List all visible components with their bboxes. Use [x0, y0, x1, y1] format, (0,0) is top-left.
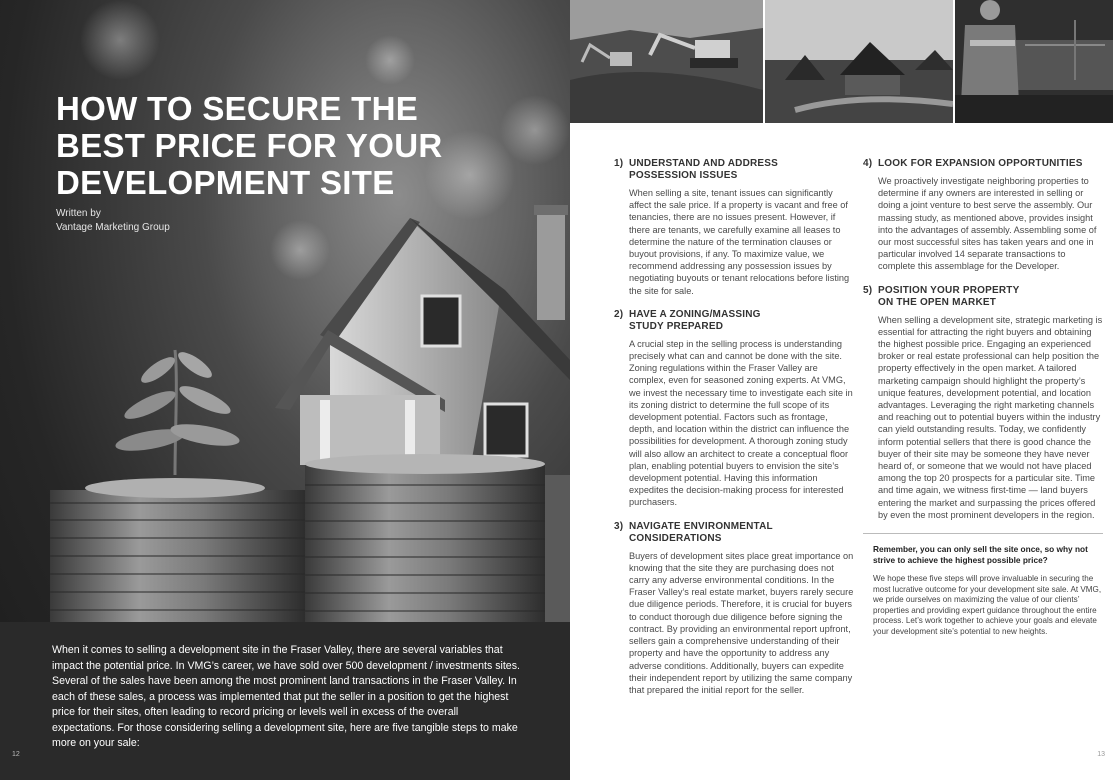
closing-question: Remember, you can only sell the site once, so why not strive to achieve the highest possible price? [873, 544, 1088, 566]
step-1-heading-line-2: POSSESSION ISSUES [629, 170, 738, 181]
step-2-body: A crucial step in the selling process is understanding precisely what can and cannot be done with the site. Zoning regulations within the Fraser Valley are complex, even for seasoned zoning experts. At VMG, we invest the necessary time to investigate each site in its zoning district to determine the full scope of its development potential. Factors such as frontage, depth, and location within the district can influence the possibilities for development. A thorough zoning study will also allow an architect to create a conceptual floor plan, enabling potential buyers to envision the site’s development potential. Having this information expedites the decision-making process for interested purchasers. [629, 338, 853, 508]
step-5-heading-line-1: POSITION YOUR PROPERTY [878, 284, 1020, 296]
page-number-left: 12 [12, 751, 20, 758]
page-number-right: 13 [1097, 751, 1105, 758]
coin-stack-right [305, 454, 570, 625]
step-2 [614, 309, 854, 509]
step-4 [863, 158, 1103, 273]
step-4-heading-line-1: LOOK FOR EXPANSION OPPORTUNITIES [878, 158, 1083, 169]
step-5-number: 5) [863, 284, 873, 296]
photo-houses [765, 0, 953, 123]
byline-label: Written by [56, 208, 101, 219]
photo-excavators [570, 0, 763, 123]
column-right [863, 158, 1103, 637]
step-3-heading-line-2: CONSIDERATIONS [629, 532, 722, 544]
step-3-heading-line-1: NAVIGATE ENVIRONMENTAL [629, 520, 773, 532]
step-2-heading-line-2: STUDY PREPARED [629, 320, 724, 332]
step-2-heading [614, 309, 854, 333]
step-2-heading-line-1: HAVE A ZONING/MASSING [629, 308, 761, 320]
step-1-number: 1) [614, 158, 624, 169]
title-line-1: HOW TO SECURE THE [56, 90, 419, 127]
column-left [614, 158, 854, 708]
step-3-number: 3) [614, 520, 624, 532]
photo-worker [955, 0, 1113, 123]
title-line-2: BEST PRICE FOR YOUR [56, 127, 443, 164]
step-1-body: When selling a site, tenant issues can significantly affect the sale price. If a property is vacant and free of tenancies, there are no issues present. However, if there are tenants, we carefully examine all leases to determine the nature of the termination clauses or buyout provisions, if any. To maximize value, we recommend addressing any possession issues by negotiating buyouts or tenant relocations before listing the site for sale. [629, 188, 850, 296]
step-5 [863, 285, 1103, 521]
intro-paragraph: When it comes to selling a development site in the Fraser Valley, there are several variables that impact the potential price. In VMG’s career, we have sold over 500 development / investments sites. Several of the sales have been among the most prominent land transactions in the Fraser Valley. In each of these sales, a process was implemented that put the seller in a position to get the highest price for their sites, often leading to record pricing or levels well in excess of the overall expectations. For those considering selling a development site, here are five tangible steps to make more on your sale: [52, 644, 520, 749]
step-1 [614, 158, 854, 297]
step-5-body: When selling a development site, strategic marketing is essential for attracting the right buyers and obtaining the highest possible price. Engaging an experienced broker or real estate professional can help position the property effectively in the open market. A tailored marketing campaign should highlight the property’s unique features, development potential, and location advantages. Leveraging the right marketing channels and reaching out to potential buyers within the industry can yield outstanding results. Today, we confidently inform potential sellers that there is good chance the buyer of their site may be someone they have never heard of, or someone that we would not have placed among the top 20 prospects for a particular site. Time and time again, we witness first-time — land buyers entering the market and surpassing the prices offered by even the most prominent developers in the region. [878, 314, 1103, 520]
step-1-heading-line-1: UNDERSTAND AND ADDRESS [629, 158, 779, 169]
right-page [570, 0, 1113, 780]
step-5-heading [863, 285, 1103, 309]
byline-author: Vantage Marketing Group [56, 222, 170, 233]
step-4-heading [863, 158, 1103, 170]
step-4-number: 4) [863, 158, 873, 169]
step-2-number: 2) [614, 308, 624, 320]
coin-stack-left [50, 478, 305, 625]
step-5-heading-line-2: ON THE OPEN MARKET [878, 296, 997, 308]
byline [56, 207, 170, 235]
step-3 [614, 521, 854, 696]
step-4-body: We proactively investigate neighboring properties to determine if any owners are interested in selling or doing a joint venture to best serve the assembly. Our massing study, as mentioned above, provides insight into the advantages of assembly. Assembling some of our most successful sites has taken years and one in particular involved 14 separate transactions to complete this assemblage for the Developer. [878, 176, 1097, 272]
title-line-3: DEVELOPMENT SITE [56, 164, 395, 201]
section-divider [863, 533, 1103, 534]
step-1-heading [614, 158, 854, 182]
step-3-heading [614, 521, 854, 545]
step-3-body: Buyers of development sites place great importance on knowing that the site they are purchasing does not carry any adverse environmental conditions. In the Fraser Valley’s real estate market, buyers rarely secure due diligence periods. Therefore, it is crucial for buyers to conduct thorough due diligence before signing the contract. By providing an environmental report upfront, sellers gain a comprehensive understanding of their property and have the opportunity to address any adverse conditions. Additionally, buyers can expedite their independent report by utilizing the same company that prepared the initial report for the seller. [629, 550, 854, 695]
closing-text: We hope these five steps will prove invaluable in securing the most lucrative outcome for your development site sale. At VMG, we pride ourselves on maximizing the value of our clients’ properties and providing expert guidance throughout the entire process. Let’s work together to achieve your goals and elevate your development site’s potential to new heights. [873, 574, 1102, 636]
article-title [56, 90, 516, 201]
